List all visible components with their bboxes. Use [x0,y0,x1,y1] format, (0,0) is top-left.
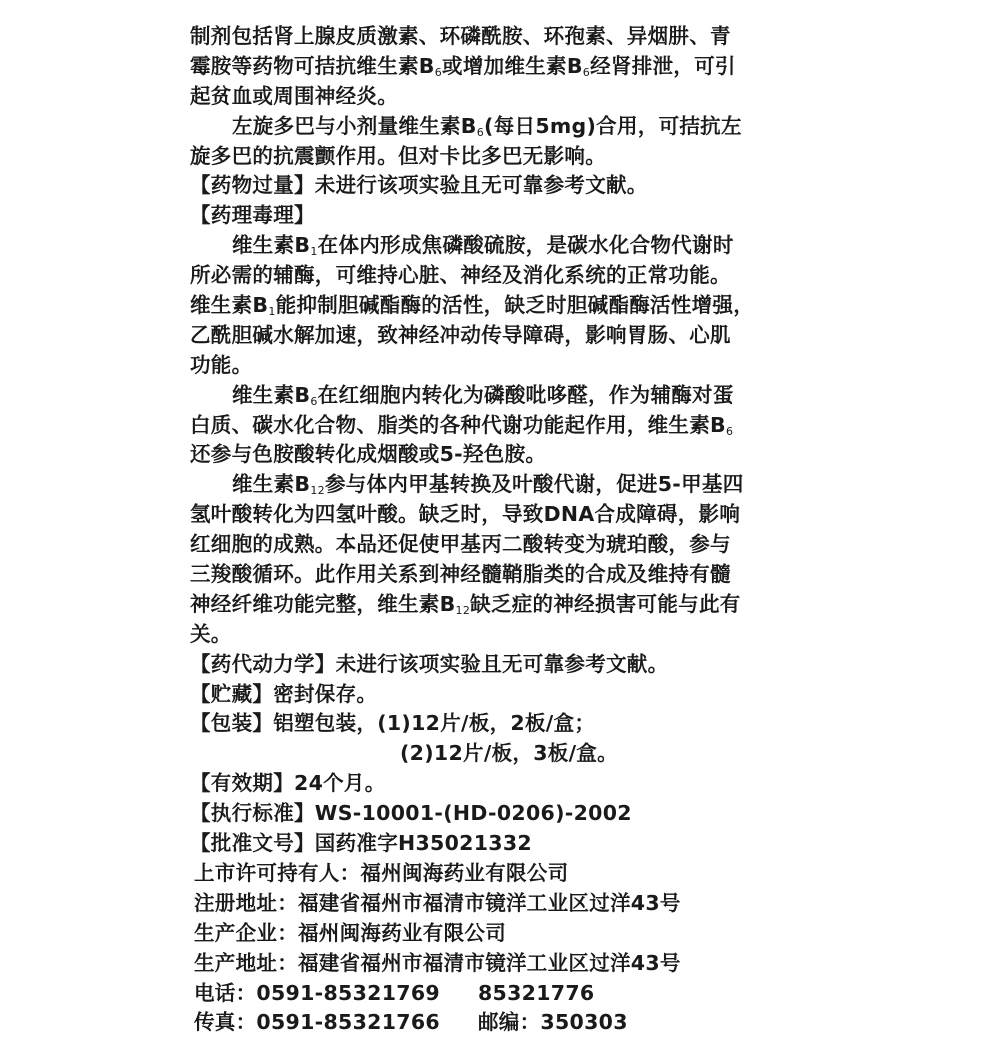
packaging-line-1: 【包装】铝塑包装，(1)12片/板，2板/盒； [190,711,596,736]
overdose-section: 【药物过量】未进行该项实验且无可靠参考文献。 [190,173,648,198]
b1-line-1: 维生素$B_1$在体内形成焦磷酸硫胺，是碳水化合物代谢时 [232,233,734,259]
phone-second: 85321776 [477,980,595,1005]
interactions-line-3: 起贫血或周围神经炎。 [190,83,398,108]
standard-section: 【执行标准】WS-10001-(HD-0206)-2002 [190,801,632,826]
license-holder: 上市许可持有人：福州闽海药业有限公司 [194,860,569,885]
packaging-line-2: (2)12片/板，3板/盒。 [400,741,618,766]
b6-line-3: 还参与色胺酸转化成烟酸或5-羟色胺。 [190,442,547,467]
b12-line-3: 红细胞的成熟。本品还促使甲基丙二酸转变为琥珀酸，参与 [190,532,731,557]
approval-section: 【批准文号】国药准字H35021332 [190,831,532,856]
b12-line-1: 维生素$B_{12}$参与体内甲基转换及叶酸代谢，促进5-甲基四 [232,472,744,498]
pharmacokinetics-section: 【药代动力学】未进行该项实验且无可靠参考文献。 [190,651,669,676]
b12-line-4: 三羧酸循环。此作用关系到神经髓鞘脂类的合成及维持有髓 [190,562,731,587]
fax-line: 传真：0591-85321766 邮编：350303 [194,1010,628,1035]
interactions-line-2: 霉胺等药物可拮抗维生素$B_6$或增加维生素$B_6$经肾排泄，可引 [190,53,736,79]
b12-line-2: 氢叶酸转化为四氢叶酸。缺乏时，导致DNA合成障碍，影响 [190,502,741,527]
pharm-tox-heading: 【药理毒理】 [190,203,315,228]
b1-line-4: 乙酰胆碱水解加速，致神经冲动传导障碍，影响胃肠、心肌 [190,322,731,347]
interactions-line-1: 制剂包括肾上腺皮质激素、环磷酰胺、环孢素、异烟肼、青 [190,24,731,48]
manufacturer: 生产企业：福州闽海药业有限公司 [194,920,506,945]
storage-section: 【贮藏】密封保存。 [190,681,378,706]
b6-line-1: 维生素$B_6$在红细胞内转化为磷酸吡哆醛，作为辅酶对蛋 [232,382,734,408]
b12-line-6: 关。 [190,621,232,646]
phone-line: 电话：0591-85321769 85321776 [194,980,595,1005]
drug-insert-page [190,22,830,1038]
b1-line-5: 功能。 [190,352,253,377]
registered-address: 注册地址：福建省福州市福清市镜洋工业区过洋43号 [194,890,681,915]
interactions-line-4: 左旋多巴与小剂量维生素$B_6$(每日5mg)合用，可拮抗左 [232,113,742,139]
production-address: 生产地址：福建省福州市福清市镜洋工业区过洋43号 [194,950,681,975]
b1-line-3: 维生素$B_1$能抑制胆碱酯酶的活性，缺乏时胆碱酯酶活性增强， [190,293,755,319]
postal-code: 邮编：350303 [477,1010,628,1035]
validity-section: 【有效期】24个月。 [190,771,386,796]
b12-line-5: 神经纤维功能完整，维生素$B_{12}$缺乏症的神经损害可能与此有 [190,591,741,617]
b1-line-2: 所必需的辅酶，可维持心脏、神经及消化系统的正常功能。 [190,263,731,288]
interactions-line-5: 旋多巴的抗震颤作用。但对卡比多巴无影响。 [190,143,606,168]
b6-line-2: 白质、碳水化合物、脂类的各种代谢功能起作用，维生素$B_6$ [190,412,734,438]
